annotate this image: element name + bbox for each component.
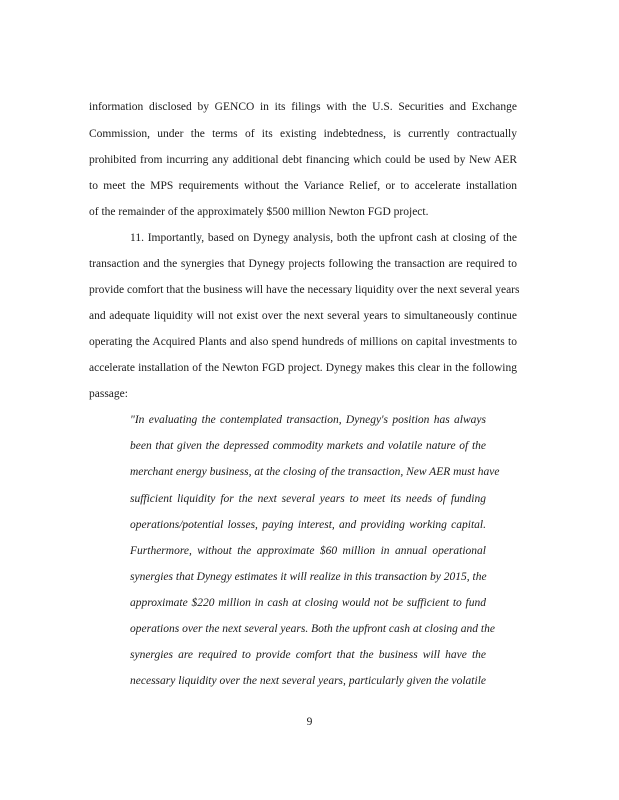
paragraph-line: transaction and the synergies that Dynegy projects following the transaction are required to bbox=[89, 258, 517, 270]
paragraph-line: and adequate liquidity will not exist over the next several years to simultaneously continue bbox=[89, 310, 517, 322]
paragraph-line: to meet the MPS requirements without the Variance Relief, or to accelerate installation bbox=[89, 180, 517, 192]
quote-line: sufficient liquidity for the next several years to meet its needs of funding bbox=[130, 493, 486, 505]
paragraph-line: prohibited from incurring any additional debt financing which could be used by New AER bbox=[89, 154, 517, 166]
paragraph-line: Commission, under the terms of its existing indebtedness, is currently contractually bbox=[89, 128, 517, 140]
paragraph-line: passage: bbox=[89, 388, 128, 400]
quote-line: "In evaluating the contemplated transaction, Dynegy's position has always bbox=[130, 414, 486, 426]
quote-line: synergies are required to provide comfort that the business will have the bbox=[130, 649, 486, 661]
quote-line: been that given the depressed commodity markets and volatile nature of the bbox=[130, 440, 486, 452]
quote-line: necessary liquidity over the next several years, particularly given the volatile bbox=[130, 675, 486, 687]
quote-line: approximate $220 million in cash at closing would not be sufficient to fund bbox=[130, 597, 486, 609]
paragraph-line: accelerate installation of the Newton FGD project. Dynegy makes this clear in the following bbox=[89, 362, 517, 374]
paragraph-line: of the remainder of the approximately $500 million Newton FGD project. bbox=[89, 206, 429, 218]
paragraph-line: provide comfort that the business will have the necessary liquidity over the next several years bbox=[89, 284, 520, 296]
paragraph-line: information disclosed by GENCO in its filings with the U.S. Securities and Exchange bbox=[89, 101, 517, 113]
quote-line: operations over the next several years. Both the upfront cash at closing and the bbox=[130, 623, 495, 635]
paragraph-line: operating the Acquired Plants and also spend hundreds of millions on capital investments to bbox=[89, 336, 517, 348]
paragraph-11-first-line: 11. Importantly, based on Dynegy analysis, both the upfront cash at closing of the bbox=[130, 232, 517, 244]
quote-line: operations/potential losses, paying interest, and providing working capital. bbox=[130, 519, 486, 531]
quote-line: synergies that Dynegy estimates it will realize in this transaction by 2015, the bbox=[130, 571, 487, 583]
quote-line: Furthermore, without the approximate $60 million in annual operational bbox=[130, 545, 486, 557]
page-number: 9 bbox=[306, 716, 313, 728]
quote-line: merchant energy business, at the closing of the transaction, New AER must have bbox=[130, 466, 500, 478]
